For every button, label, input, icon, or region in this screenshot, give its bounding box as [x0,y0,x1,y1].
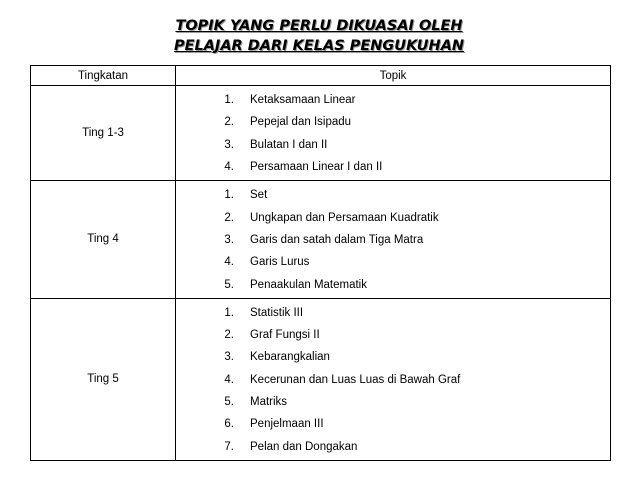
topics-cell [176,181,611,298]
topic-text: Ketaksamaan Linear [250,94,356,107]
topics-cell [176,86,611,181]
topic-number: 2. [224,329,234,342]
topic-number: 2. [224,211,234,224]
topic-text: Set [250,189,268,202]
topic-text: Garis dan satah dalam Tiga Matra [250,233,424,246]
topic-text: Statistik III [250,306,304,319]
topic-text: Garis Lurus [250,256,310,269]
title-line-1: TOPIK YANG PERLU DIKUASAI OLEH [175,18,463,34]
list-item [176,251,610,273]
topic-text: Persamaan Linear I dan II [250,161,383,174]
list-item [176,369,610,391]
topic-number: 4. [224,373,234,386]
topic-number: 1. [224,94,234,107]
list-item [176,273,610,295]
list-item [176,346,610,368]
topic-number: 4. [224,161,234,174]
topic-text: Kebarangkalian [250,351,330,364]
list-item [176,156,610,178]
topic-text: Pepejal dan Isipadu [250,116,352,129]
list-item [176,324,610,346]
topic-text: Matriks [250,396,288,408]
level-cell: Ting 5 [31,298,176,460]
topic-text: Pelan dan Dongakan [250,440,358,453]
list-item [176,111,610,133]
list-item [176,134,610,156]
topic-text: Ungkapan dan Persamaan Kuadratik [250,211,439,224]
topic-table [30,65,611,461]
list-item [176,391,610,413]
topic-list [176,299,610,460]
title-line-2: PELAJAR DARI KELAS PENGUKUHAN [173,38,465,54]
topic-number: 1. [224,306,234,319]
table-row [31,86,611,181]
topic-text: Penjelmaan III [250,418,324,431]
list-item [176,206,610,228]
topic-number: 3. [224,138,234,151]
list-item [176,413,610,435]
topic-number: 3. [224,233,234,246]
table-row [31,298,611,460]
list-item [176,302,610,324]
topic-list [176,181,610,297]
table-row [31,181,611,298]
topic-text: Kecerunan dan Luas Luas di Bawah Graf [250,373,461,386]
topic-list [176,86,610,180]
table-header-row [31,66,611,86]
list-item [176,435,610,457]
topic-text: Graf Fungsi II [250,329,320,342]
topic-number: 5. [224,396,234,408]
list-item [176,229,610,251]
topic-number: 5. [224,278,234,291]
header-tingkatan: Tingkatan [31,66,176,86]
topics-cell [176,298,611,460]
list-item [176,89,610,111]
topic-text: Penaakulan Matematik [250,278,367,291]
level-cell: Ting 1-3 [31,86,176,181]
topic-number: 6. [224,418,234,431]
topic-text: Bulatan I dan II [250,138,328,151]
page-title [0,16,638,56]
topic-number: 1. [224,189,234,202]
level-cell: Ting 4 [31,181,176,298]
topic-number: 2. [224,116,234,129]
topic-number: 3. [224,351,234,364]
topic-number: 7. [224,440,234,453]
list-item [176,184,610,206]
topic-number: 4. [224,256,234,269]
header-topik: Topik [176,66,611,86]
